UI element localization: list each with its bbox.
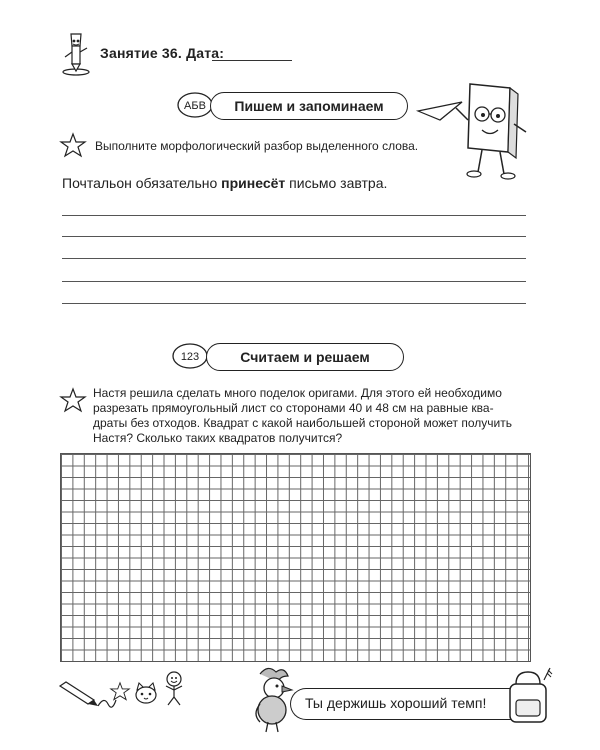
pencil-mascot-icon (60, 32, 92, 81)
sentence-end: письмо завтра. (289, 175, 388, 191)
math-task-line: Настя решила сделать много поделок оригами. Для этого ей необходимо (93, 386, 502, 400)
highlighted-word: принесёт (221, 175, 286, 191)
math-task-line: драты без отходов. Квадрат с какой наибольшей стороной может получить (93, 416, 512, 430)
pencil-icon (58, 680, 118, 713)
solution-grid[interactable] (60, 453, 531, 662)
cat-icon (134, 682, 158, 709)
answer-line[interactable] (62, 303, 526, 304)
sentence-start: Почтальон обязательно (62, 175, 218, 191)
stick-figure-icon (162, 670, 186, 711)
star-icon (60, 133, 86, 164)
math-task-line: разрезать прямоугольный лист со сторонами 40 и 48 см на равные ква- (93, 401, 494, 415)
backpack-icon (504, 668, 554, 729)
svg-text:АБВ: АБВ (184, 100, 206, 112)
math-task-text (93, 386, 525, 446)
answer-line[interactable] (62, 215, 526, 216)
date-field-line[interactable] (212, 60, 292, 61)
svg-text:123: 123 (180, 351, 200, 363)
number-badge-icon (172, 343, 208, 374)
answer-line[interactable] (62, 236, 526, 237)
math-task-line: Настя? Сколько таких квадратов получится? (93, 431, 343, 445)
motivation-text: Ты держишь хороший темп! (305, 695, 487, 711)
instruction-text: Выполните морфологический разбор выделенного слова. (95, 139, 419, 153)
section-title-math-text: Считаем и решаем (240, 349, 370, 365)
abc-badge-icon (177, 92, 213, 123)
section-title-writing (210, 92, 408, 120)
section-title-writing-text: Пишем и запоминаем (234, 98, 384, 114)
small-star-icon (110, 682, 130, 707)
book-mascot-icon (452, 80, 532, 185)
answer-line[interactable] (62, 258, 526, 259)
star-icon (60, 388, 86, 419)
lesson-title: Занятие 36. Дата: (100, 45, 225, 61)
answer-line[interactable] (62, 281, 526, 282)
section-title-math (206, 343, 404, 371)
task-sentence (62, 175, 387, 191)
